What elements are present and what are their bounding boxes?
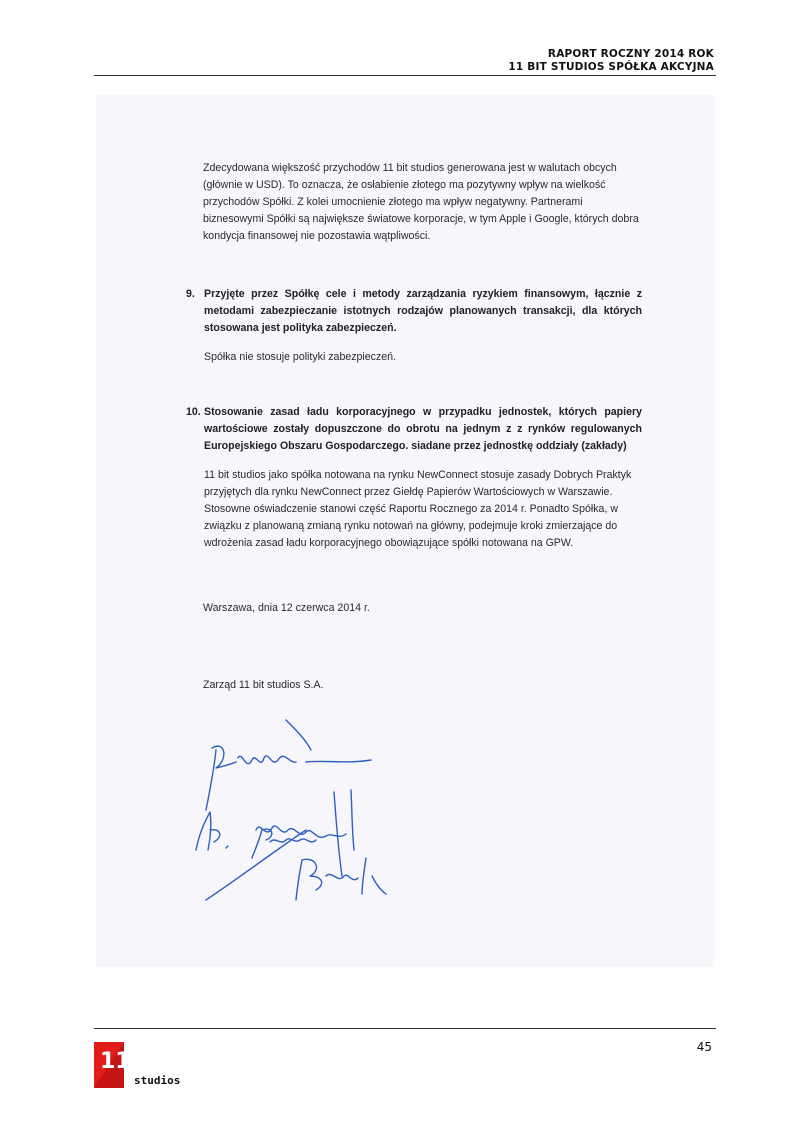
intro-block [203,160,639,245]
section-9-title: Przyjęte przez Spółkę cele i metody zarządzania ryzykiem finansowym, łącznie z metodami zabezpieczanie istotnych rodzajów planowanych transakcji, dla których stosowana jest polityka zabezpieczeń. [204,288,642,334]
section-9 [186,286,642,366]
signature-3 [206,826,346,900]
board-signatures [166,680,426,920]
section-10-number: 10. [186,406,201,418]
date-line: Warszawa, dnia 12 czerwca 2014 r. [203,602,370,614]
scanned-page [96,95,714,967]
section-10-title: Stosowanie zasad ładu korporacyjnego w przypadku jednostek, których papiery wartościowe zostały dopuszczone do obrotu na jednym z z rynków regulowanych Europejskiego Obszaru Gospodarczego. siadane przez jednostkę oddziały (zakłady) [204,406,642,452]
logo-subtitle: studios [134,1074,181,1087]
logo-number: 11bit [100,1049,165,1074]
section-9-body: Spółka nie stosuje polityki zabezpieczeń. [204,351,396,363]
page-number: 45 [696,1040,712,1054]
footer-divider [94,1028,716,1029]
section-10-body: 11 bit studios jako spółka notowana na rynku NewConnect stosuje zasady Dobrych Praktyk przyjętych dla rynku NewConnect przez Giełdę Papierów Wartościowych w Warszawie. Stosowne oświadczenie stanowi część Raportu Rocznego za 2014 r. Ponadto Spółka, w związku z planowaną zmianą rynku notowań na główny, podejmuje kroki zmierzające do wdrożenia zasad ładu korporacyjnego obowiązujące spółki notowana na GPW. [204,469,632,549]
header-report-title: RAPORT ROCZNY 2014 ROK [547,48,714,60]
intro-paragraph: Zdecydowana większość przychodów 11 bit studios generowana jest w walutach obcych (głównie w USD). To oznacza, że osłabienie złotego ma pozytywny wpływ na wielkość przychodów Spółki. Z kolei umocnienie złotego ma wpływ negatywny. Partnerami biznesowymi Spółki są największe światowe korporacje, w tym Apple i Google, których dobra kondycja finansowej nie pozostawia wątpliwości. [203,162,639,242]
signature-1 [206,720,371,810]
signature-2 [196,790,354,876]
header-company-name: 11 BIT STUDIOS SPÓŁKA AKCYJNA [508,61,714,73]
section-9-number: 9. [186,288,195,300]
report-header [508,48,714,74]
company-logo [94,1040,212,1090]
header-divider [94,75,716,76]
board-line: Zarząd 11 bit studios S.A. [203,679,324,691]
section-10 [186,404,642,552]
